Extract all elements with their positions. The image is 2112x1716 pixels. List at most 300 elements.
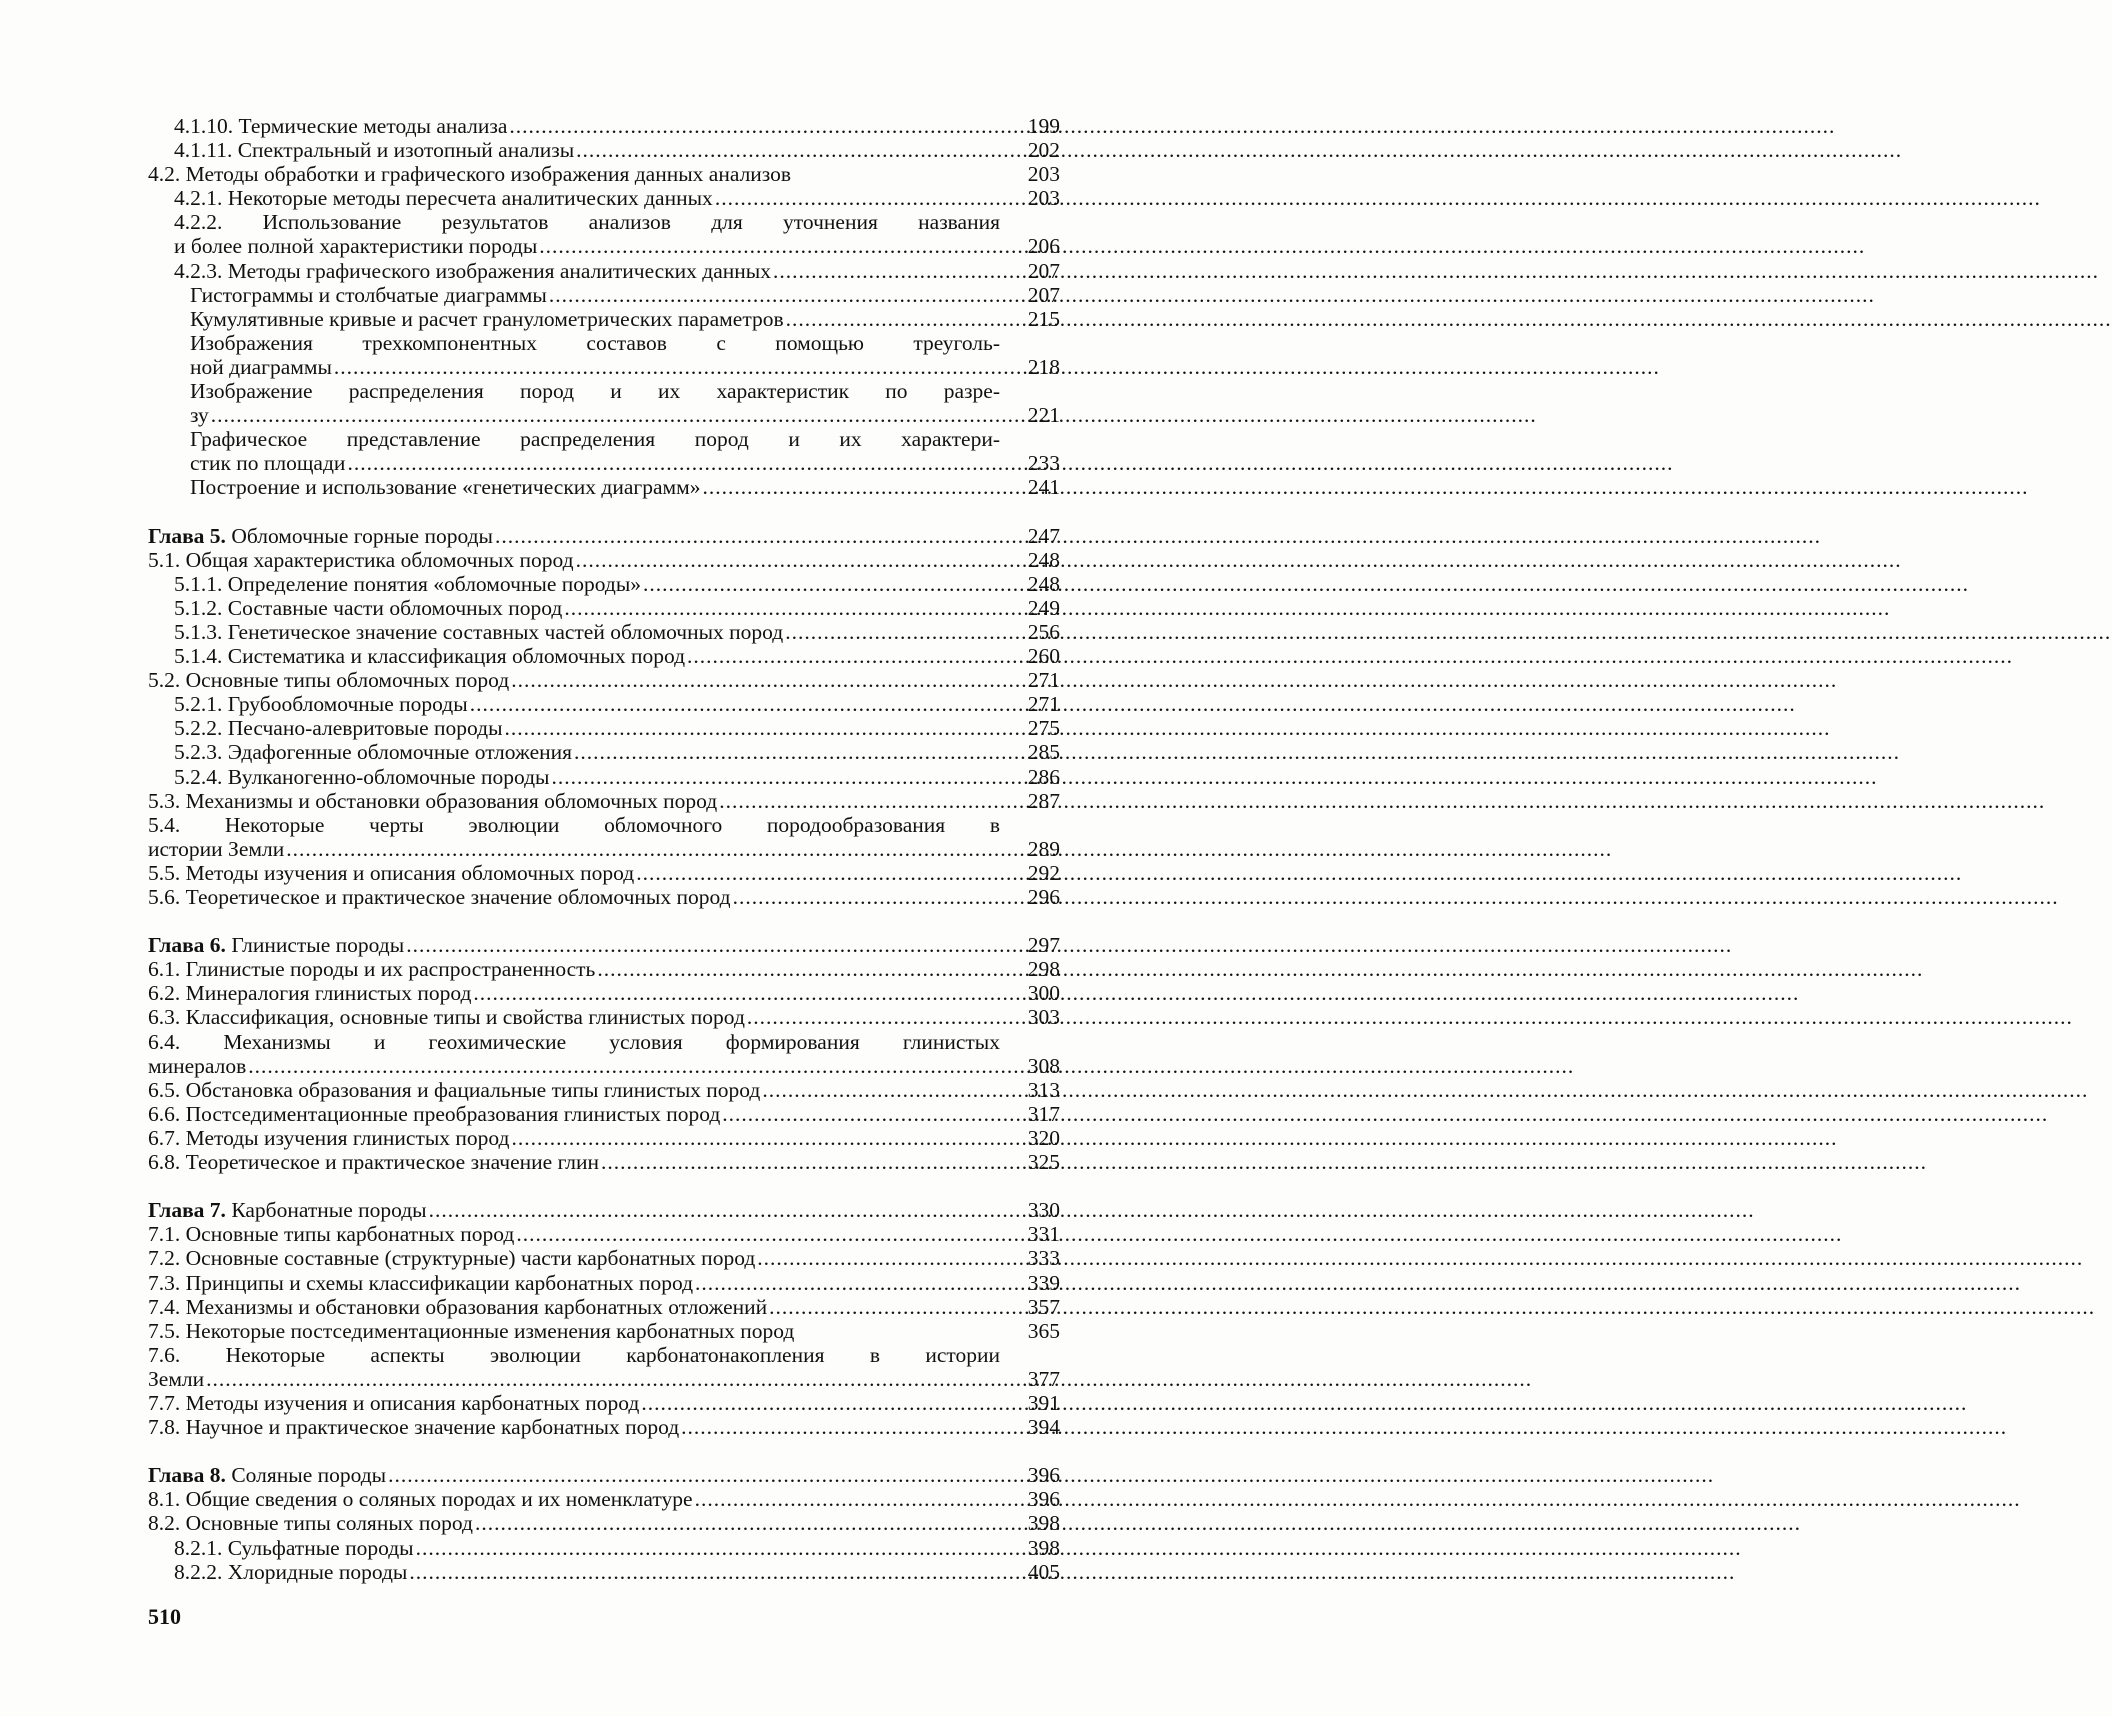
toc-entry-text: 7.4. Механизмы и обстановки образования карбонатных отложений bbox=[148, 1294, 768, 1319]
toc-entry-text: 5.1.3. Генетическое значение составных частей обломочных пород bbox=[174, 619, 784, 644]
toc-entry bbox=[148, 1126, 1060, 1150]
dot-leader bbox=[785, 620, 2111, 644]
toc-entry-line bbox=[148, 837, 1000, 861]
toc-entry bbox=[148, 1487, 1060, 1511]
toc-entry bbox=[148, 596, 1060, 620]
toc-entry-line bbox=[174, 259, 1000, 283]
toc-page-number: 377 bbox=[1027, 1366, 1060, 1391]
dot-leader bbox=[475, 1511, 1801, 1535]
toc-entry-line bbox=[174, 716, 1000, 740]
toc-entry-text: Глинистые породы bbox=[231, 933, 405, 958]
toc-entry-title bbox=[148, 1487, 1000, 1511]
toc-entry-line bbox=[148, 957, 1000, 981]
dot-leader bbox=[597, 957, 1923, 981]
toc-entry-text: 8.2.1. Сульфатные породы bbox=[174, 1535, 414, 1560]
toc-entry bbox=[148, 1222, 1060, 1246]
toc-entry-title bbox=[148, 427, 1000, 475]
toc-entry-text: Земли bbox=[148, 1366, 205, 1391]
toc-entry-title bbox=[148, 668, 1000, 692]
toc-page-number: 233 bbox=[1027, 451, 1060, 476]
toc-entry-text: Соляные породы bbox=[231, 1463, 387, 1488]
toc-entry-line bbox=[190, 451, 1000, 475]
toc-page-number: 330 bbox=[1027, 1198, 1060, 1223]
toc-entry-title bbox=[148, 1246, 1000, 1270]
toc-entry-title bbox=[148, 1511, 1000, 1535]
toc-entry bbox=[148, 716, 1060, 740]
dot-leader bbox=[773, 259, 2099, 283]
toc-entry-title bbox=[148, 1536, 1000, 1560]
toc-entry bbox=[148, 162, 1060, 186]
toc-page-number: 331 bbox=[1027, 1222, 1060, 1247]
toc-entry bbox=[148, 1102, 1060, 1126]
toc-entry-line bbox=[174, 572, 1000, 596]
dot-leader bbox=[786, 307, 2112, 331]
toc-entry-text: истории Земли bbox=[148, 836, 285, 861]
toc-entry-title bbox=[148, 1150, 1000, 1174]
toc-entry-text: 6.3. Классификация, основные типы и свойства глинистых пород bbox=[148, 1005, 745, 1030]
dot-leader bbox=[564, 596, 1890, 620]
toc-entry-title bbox=[148, 1391, 1000, 1415]
toc-entry-title bbox=[148, 1005, 1000, 1029]
dot-leader bbox=[747, 1005, 2073, 1029]
toc-entry-line bbox=[190, 283, 1000, 307]
toc-entry-title bbox=[148, 644, 1000, 668]
toc-entry-line bbox=[148, 668, 1000, 692]
toc-page-number: 203 bbox=[1027, 186, 1060, 211]
toc-entry-line bbox=[190, 403, 1000, 427]
toc-page-number: 286 bbox=[1027, 764, 1060, 789]
toc-entry-text: 5.5. Методы изучения и описания обломочных пород bbox=[148, 860, 635, 885]
dot-leader bbox=[409, 1560, 1735, 1584]
toc-entry-line bbox=[174, 138, 1000, 162]
toc-page-number: 203 bbox=[1027, 162, 1060, 187]
toc-page-number: 405 bbox=[1027, 1559, 1060, 1584]
toc-entry bbox=[148, 259, 1060, 283]
toc-entry-line bbox=[148, 1198, 1000, 1222]
toc-entry-text: 5.1. Общая характеристика обломочных пород bbox=[148, 547, 574, 572]
dot-leader bbox=[722, 1102, 2048, 1126]
toc-entry-line bbox=[148, 1391, 1000, 1415]
dot-leader bbox=[695, 1271, 2021, 1295]
toc-entry-text: 5.1.2. Составные части обломочных пород bbox=[174, 595, 563, 620]
toc-page-number: 207 bbox=[1027, 258, 1060, 283]
toc-entry-title bbox=[148, 1198, 1000, 1222]
toc-entry-text: 7.8. Научное и практическое значение карбонатных пород bbox=[148, 1415, 680, 1440]
toc-entry-line bbox=[148, 1511, 1000, 1535]
dot-leader bbox=[762, 1078, 2088, 1102]
toc-entry-text: стик по площади bbox=[190, 451, 346, 476]
toc-entry bbox=[148, 1005, 1060, 1029]
toc-entry-text: 4.1.10. Термические методы анализа bbox=[174, 114, 508, 138]
toc-entry bbox=[148, 620, 1060, 644]
dot-leader bbox=[703, 475, 2029, 499]
toc-entry bbox=[148, 789, 1060, 813]
toc-entry-line bbox=[148, 548, 1000, 572]
toc-page-number: 218 bbox=[1027, 354, 1060, 379]
toc-entry bbox=[148, 379, 1060, 427]
toc-chapter-entry bbox=[148, 1463, 1060, 1487]
toc-entry-title bbox=[148, 1415, 1000, 1439]
toc-entry-line bbox=[148, 1005, 1000, 1029]
toc-entry-line bbox=[148, 1078, 1000, 1102]
toc-section bbox=[148, 524, 1060, 910]
toc-page-number: 357 bbox=[1027, 1294, 1060, 1319]
toc-entry-title bbox=[148, 1319, 1000, 1343]
toc-entry-line bbox=[174, 234, 1000, 258]
toc-entry-line bbox=[190, 307, 1000, 331]
toc-entry bbox=[148, 1343, 1060, 1391]
toc-entry-text: 6.1. Глинистые породы и их распространенность bbox=[148, 957, 596, 982]
dot-leader bbox=[576, 548, 1902, 572]
toc-entry-title bbox=[148, 1222, 1000, 1246]
chapter-number: Глава 8. bbox=[148, 1463, 226, 1488]
toc-entry-text: ной диаграммы bbox=[190, 354, 332, 379]
toc-entry-line bbox=[148, 981, 1000, 1005]
toc-page-number: 247 bbox=[1027, 523, 1060, 548]
dot-leader bbox=[206, 1367, 1532, 1391]
chapter-number: Глава 7. bbox=[148, 1198, 226, 1223]
toc-entry bbox=[148, 114, 1060, 138]
toc-entry bbox=[148, 331, 1060, 379]
toc-entry-text: зу bbox=[190, 403, 209, 428]
toc-entry-title bbox=[148, 885, 1000, 909]
toc-entry-title bbox=[148, 1030, 1000, 1078]
toc-entry-title bbox=[148, 740, 1000, 764]
toc-entry-text: Построение и использование «генетических диаграмм» bbox=[190, 475, 701, 500]
toc-entry-text: 7.2. Основные составные (структурные) части карбонатных пород bbox=[148, 1246, 756, 1271]
toc-entry-title bbox=[148, 114, 1000, 138]
toc-entry bbox=[148, 1150, 1060, 1174]
toc-entry bbox=[148, 1319, 1060, 1343]
toc-page-number: 275 bbox=[1027, 716, 1060, 741]
toc-entry-text: 5.1.4. Систематика и классификация обломочных пород bbox=[174, 644, 686, 669]
toc-page-number: 271 bbox=[1027, 692, 1060, 717]
toc-entry-title bbox=[148, 981, 1000, 1005]
toc-entry-title bbox=[148, 596, 1000, 620]
toc-entry-text: 6.8. Теоретическое и практическое значение глин bbox=[148, 1150, 600, 1175]
toc-page-number: 249 bbox=[1027, 595, 1060, 620]
dot-leader bbox=[549, 283, 1875, 307]
chapter-number: Глава 6. bbox=[148, 933, 226, 958]
toc-entry-line bbox=[174, 114, 1000, 138]
dot-leader bbox=[757, 1246, 2083, 1270]
toc-entry-text: Обломочные горные породы bbox=[231, 523, 493, 548]
toc-entry-line bbox=[148, 1150, 1000, 1174]
toc-entry bbox=[148, 692, 1060, 716]
toc-entry-title bbox=[148, 548, 1000, 572]
toc-entry-text: Гистограммы и столбчатые диаграммы bbox=[190, 282, 547, 307]
toc-entry-title bbox=[148, 620, 1000, 644]
toc-page-number: 308 bbox=[1027, 1053, 1060, 1078]
toc-entry-text: 4.2. Методы обработки и графического изображения данных анализов bbox=[148, 162, 792, 187]
toc-entry bbox=[148, 1078, 1060, 1102]
dot-leader bbox=[248, 1054, 1574, 1078]
toc-entry-text: 5.1.1. Определение понятия «обломочные породы» bbox=[174, 571, 642, 596]
toc-page-number: 313 bbox=[1027, 1077, 1060, 1102]
toc-entry-line: Графическое представление распределения пород и их характери- bbox=[190, 427, 1000, 452]
dot-leader bbox=[473, 981, 1799, 1005]
toc-entry-title bbox=[148, 813, 1000, 861]
toc-entry-line bbox=[190, 475, 1000, 499]
toc-page-number: 297 bbox=[1027, 933, 1060, 958]
toc-entry-line bbox=[174, 765, 1000, 789]
toc-entry-line: Изображение распределения пород и их характеристик по разре- bbox=[190, 379, 1000, 404]
chapter-number: Глава 5. bbox=[148, 523, 226, 548]
toc-page-number: 394 bbox=[1027, 1415, 1060, 1440]
dot-leader bbox=[512, 1126, 1838, 1150]
toc-entry-text: 7.7. Методы изучения и описания карбонатных пород bbox=[148, 1390, 640, 1415]
toc-entry bbox=[148, 1030, 1060, 1078]
toc-entry-text: 7.5. Некоторые постседиментационные изменения карбонатных пород bbox=[148, 1318, 795, 1343]
toc-entry-title bbox=[148, 1271, 1000, 1295]
dot-leader bbox=[505, 716, 1831, 740]
toc-entry-title bbox=[148, 186, 1000, 210]
dot-leader bbox=[286, 837, 1612, 861]
toc-entry bbox=[148, 210, 1060, 258]
dot-leader bbox=[695, 1487, 2021, 1511]
toc-entry-title bbox=[148, 789, 1000, 813]
dot-leader bbox=[769, 1295, 2095, 1319]
toc-page-number: 206 bbox=[1027, 234, 1060, 259]
toc-entry-title bbox=[148, 1343, 1000, 1391]
toc-entry-text: и более полной характеристики породы bbox=[174, 234, 538, 259]
toc-entry-title bbox=[148, 162, 1000, 186]
toc-page-number: 298 bbox=[1027, 957, 1060, 982]
toc-entry bbox=[148, 475, 1060, 499]
toc-entry-title bbox=[148, 1295, 1000, 1319]
toc-entry-text: 5.2.3. Эдафогенные обломочные отложения bbox=[174, 740, 573, 765]
toc-entry bbox=[148, 644, 1060, 668]
toc-entry-line: Изображения трехкомпонентных составов с помощью треуголь- bbox=[190, 330, 1000, 355]
toc-entry-line bbox=[148, 1463, 1000, 1487]
toc-entry bbox=[148, 740, 1060, 764]
toc-entry bbox=[148, 1560, 1060, 1584]
toc-entry-line bbox=[148, 1102, 1000, 1126]
toc-entry-line: 5.4. Некоторые черты эволюции обломочного породообразования в bbox=[148, 812, 1000, 837]
dot-leader bbox=[719, 789, 2045, 813]
toc-entry-title bbox=[148, 283, 1000, 307]
dot-leader bbox=[516, 1222, 1842, 1246]
toc-entry-text: 5.2. Основные типы обломочных пород bbox=[148, 668, 510, 693]
toc-page-number: 292 bbox=[1027, 860, 1060, 885]
toc-entry bbox=[148, 1391, 1060, 1415]
toc-entry bbox=[148, 572, 1060, 596]
toc-entry-title bbox=[148, 1463, 1000, 1487]
toc-entry-text: 5.6. Теоретическое и практическое значение обломочных пород bbox=[148, 885, 731, 909]
toc-page-number: 199 bbox=[1027, 114, 1060, 138]
toc-entry-line bbox=[148, 1271, 1000, 1295]
toc-page-number: 365 bbox=[1027, 1318, 1060, 1343]
toc-entry-line bbox=[148, 861, 1000, 885]
toc-entry-text: 7.1. Основные типы карбонатных пород bbox=[148, 1222, 515, 1247]
toc-page-number: 215 bbox=[1027, 306, 1060, 331]
dot-leader bbox=[406, 933, 1732, 957]
toc-section bbox=[148, 933, 1060, 1174]
toc-entry-line bbox=[148, 1054, 1000, 1078]
toc-page-number: 287 bbox=[1027, 788, 1060, 813]
dot-leader bbox=[733, 885, 2059, 909]
toc-entry-line bbox=[148, 162, 1000, 186]
toc-entry bbox=[148, 765, 1060, 789]
toc-entry-title bbox=[148, 379, 1000, 427]
toc-entry-line bbox=[174, 596, 1000, 620]
toc-entry-text: минералов bbox=[148, 1053, 247, 1078]
toc-entry-text: 6.2. Минералогия глинистых пород bbox=[148, 981, 472, 1006]
toc-page-number: 207 bbox=[1027, 282, 1060, 307]
dot-leader bbox=[470, 692, 1796, 716]
toc-entry-line bbox=[148, 1367, 1000, 1391]
dot-leader bbox=[211, 403, 1537, 427]
toc-page-number: 221 bbox=[1027, 403, 1060, 428]
toc-entry-title bbox=[148, 259, 1000, 283]
toc-page-number: 396 bbox=[1027, 1463, 1060, 1488]
toc-entry-line bbox=[148, 789, 1000, 813]
page-number: 510 bbox=[148, 1604, 181, 1629]
toc-entry-line bbox=[148, 1319, 1000, 1343]
toc-entry-title bbox=[148, 861, 1000, 885]
toc-entry bbox=[148, 283, 1060, 307]
toc-entry bbox=[148, 813, 1060, 861]
toc-page-number: 248 bbox=[1027, 547, 1060, 572]
toc-entry-title bbox=[148, 1078, 1000, 1102]
toc-entry bbox=[148, 668, 1060, 692]
toc-page-number: 300 bbox=[1027, 981, 1060, 1006]
toc-entry-text: Кумулятивные кривые и расчет гранулометрических параметров bbox=[190, 306, 784, 331]
toc-entry-title bbox=[148, 475, 1000, 499]
toc-page-number: 398 bbox=[1027, 1511, 1060, 1536]
toc-entry-line: 7.6. Некоторые аспекты эволюции карбонатонакопления в истории bbox=[148, 1342, 1000, 1367]
toc-entry-text: 8.1. Общие сведения о соляных породах и их номенклатуре bbox=[148, 1487, 693, 1512]
toc-entry-text: 8.2.2. Хлоридные породы bbox=[174, 1559, 408, 1584]
toc-entry-title bbox=[148, 307, 1000, 331]
toc-entry-line bbox=[148, 1246, 1000, 1270]
dot-leader bbox=[334, 355, 1660, 379]
toc-entry bbox=[148, 1295, 1060, 1319]
dot-leader bbox=[416, 1536, 1742, 1560]
toc-entry-title bbox=[148, 572, 1000, 596]
toc-entry bbox=[148, 138, 1060, 162]
toc-entry-text: 6.5. Обстановка образования и фациальные типы глинистых пород bbox=[148, 1077, 761, 1102]
toc-entry-line bbox=[148, 1126, 1000, 1150]
toc-entry-text: 6.7. Методы изучения глинистых пород bbox=[148, 1125, 510, 1150]
toc-entry bbox=[148, 307, 1060, 331]
toc-entry bbox=[148, 1271, 1060, 1295]
toc-page-number: 248 bbox=[1027, 571, 1060, 596]
toc-entry-title bbox=[148, 210, 1000, 258]
toc-entry-text: 5.2.1. Грубообломочные породы bbox=[174, 692, 468, 717]
toc-entry bbox=[148, 186, 1060, 210]
toc-section bbox=[148, 114, 1060, 500]
toc-entry bbox=[148, 1415, 1060, 1439]
dot-leader bbox=[576, 138, 1902, 162]
toc-chapter-entry bbox=[148, 524, 1060, 548]
toc-section bbox=[148, 1463, 1060, 1583]
toc-entry-line bbox=[148, 1222, 1000, 1246]
toc-entry-title bbox=[148, 957, 1000, 981]
dot-leader bbox=[509, 114, 1835, 138]
dot-leader bbox=[511, 668, 1837, 692]
toc-entry-title bbox=[148, 331, 1000, 379]
toc-entry-line bbox=[174, 186, 1000, 210]
toc-entry bbox=[148, 981, 1060, 1005]
toc-entry bbox=[148, 1511, 1060, 1535]
toc-page-number: 296 bbox=[1027, 885, 1060, 909]
toc-page-number: 271 bbox=[1027, 668, 1060, 693]
dot-leader bbox=[539, 234, 1865, 258]
toc-page-number: 303 bbox=[1027, 1005, 1060, 1030]
dot-leader bbox=[551, 765, 1877, 789]
toc-page-number: 325 bbox=[1027, 1150, 1060, 1175]
toc-page-number: 289 bbox=[1027, 836, 1060, 861]
toc-entry-line bbox=[174, 740, 1000, 764]
toc-entry-text: 4.1.11. Спектральный и изотопный анализы bbox=[174, 138, 575, 163]
toc-entry-title bbox=[148, 1126, 1000, 1150]
toc-entry bbox=[148, 1246, 1060, 1270]
toc-page-number: 285 bbox=[1027, 740, 1060, 765]
toc-entry-text: 4.2.1. Некоторые методы пересчета аналитических данных bbox=[174, 186, 713, 211]
toc-entry-text: 7.3. Принципы и схемы классификации карбонатных пород bbox=[148, 1270, 694, 1295]
toc-entry-line bbox=[148, 885, 1000, 909]
toc-entry bbox=[148, 957, 1060, 981]
dot-leader bbox=[429, 1198, 1755, 1222]
toc-chapter-entry bbox=[148, 1198, 1060, 1222]
toc-entry bbox=[148, 427, 1060, 475]
toc-entry-title bbox=[148, 1560, 1000, 1584]
dot-leader bbox=[574, 740, 1900, 764]
toc-entry-title bbox=[148, 716, 1000, 740]
table-of-contents bbox=[148, 114, 1060, 1584]
dot-leader bbox=[681, 1415, 2007, 1439]
dot-leader bbox=[601, 1150, 1927, 1174]
toc-page-number: 398 bbox=[1027, 1535, 1060, 1560]
toc-entry-title bbox=[148, 524, 1000, 548]
toc-page-number: 333 bbox=[1027, 1246, 1060, 1271]
dot-leader bbox=[641, 1391, 1967, 1415]
toc-entry-text: 4.2.3. Методы графического изображения аналитических данных bbox=[174, 258, 771, 283]
dot-leader bbox=[687, 644, 2013, 668]
toc-entry bbox=[148, 861, 1060, 885]
dot-leader bbox=[495, 524, 1821, 548]
toc-page-number: 241 bbox=[1027, 475, 1060, 500]
toc-entry-title bbox=[148, 933, 1000, 957]
toc-entry-line bbox=[174, 1560, 1000, 1584]
toc-entry-text: 5.2.2. Песчано-алевритовые породы bbox=[174, 716, 503, 741]
toc-page-number: 396 bbox=[1027, 1487, 1060, 1512]
toc-page-number: 320 bbox=[1027, 1125, 1060, 1150]
toc-entry-text: 8.2. Основные типы соляных пород bbox=[148, 1511, 473, 1536]
toc-entry-title bbox=[148, 765, 1000, 789]
dot-leader bbox=[636, 861, 1962, 885]
toc-entry bbox=[148, 885, 1060, 909]
toc-entry-line bbox=[148, 933, 1000, 957]
toc-entry-line bbox=[148, 1295, 1000, 1319]
toc-entry-line bbox=[148, 1487, 1000, 1511]
toc-entry-text: 5.3. Механизмы и обстановки образования обломочных пород bbox=[148, 788, 718, 813]
toc-section bbox=[148, 1198, 1060, 1439]
toc-entry-title bbox=[148, 138, 1000, 162]
toc-entry-text: 5.2.4. Вулканогенно-обломочные породы bbox=[174, 764, 550, 789]
toc-entry-title bbox=[148, 692, 1000, 716]
toc-entry-line: 6.4. Механизмы и геохимические условия формирования глинистых bbox=[148, 1029, 1000, 1054]
toc-page-number: 317 bbox=[1027, 1101, 1060, 1126]
toc-entry-title bbox=[148, 1102, 1000, 1126]
toc-entry-line bbox=[174, 1536, 1000, 1560]
dot-leader bbox=[643, 572, 1969, 596]
toc-entry bbox=[148, 1536, 1060, 1560]
toc-entry-line: 4.2.2. Использование результатов анализов для уточнения названия bbox=[174, 210, 1000, 235]
toc-entry-text: 6.6. Постседиментационные преобразования глинистых пород bbox=[148, 1101, 721, 1126]
toc-page-number: 202 bbox=[1027, 138, 1060, 163]
